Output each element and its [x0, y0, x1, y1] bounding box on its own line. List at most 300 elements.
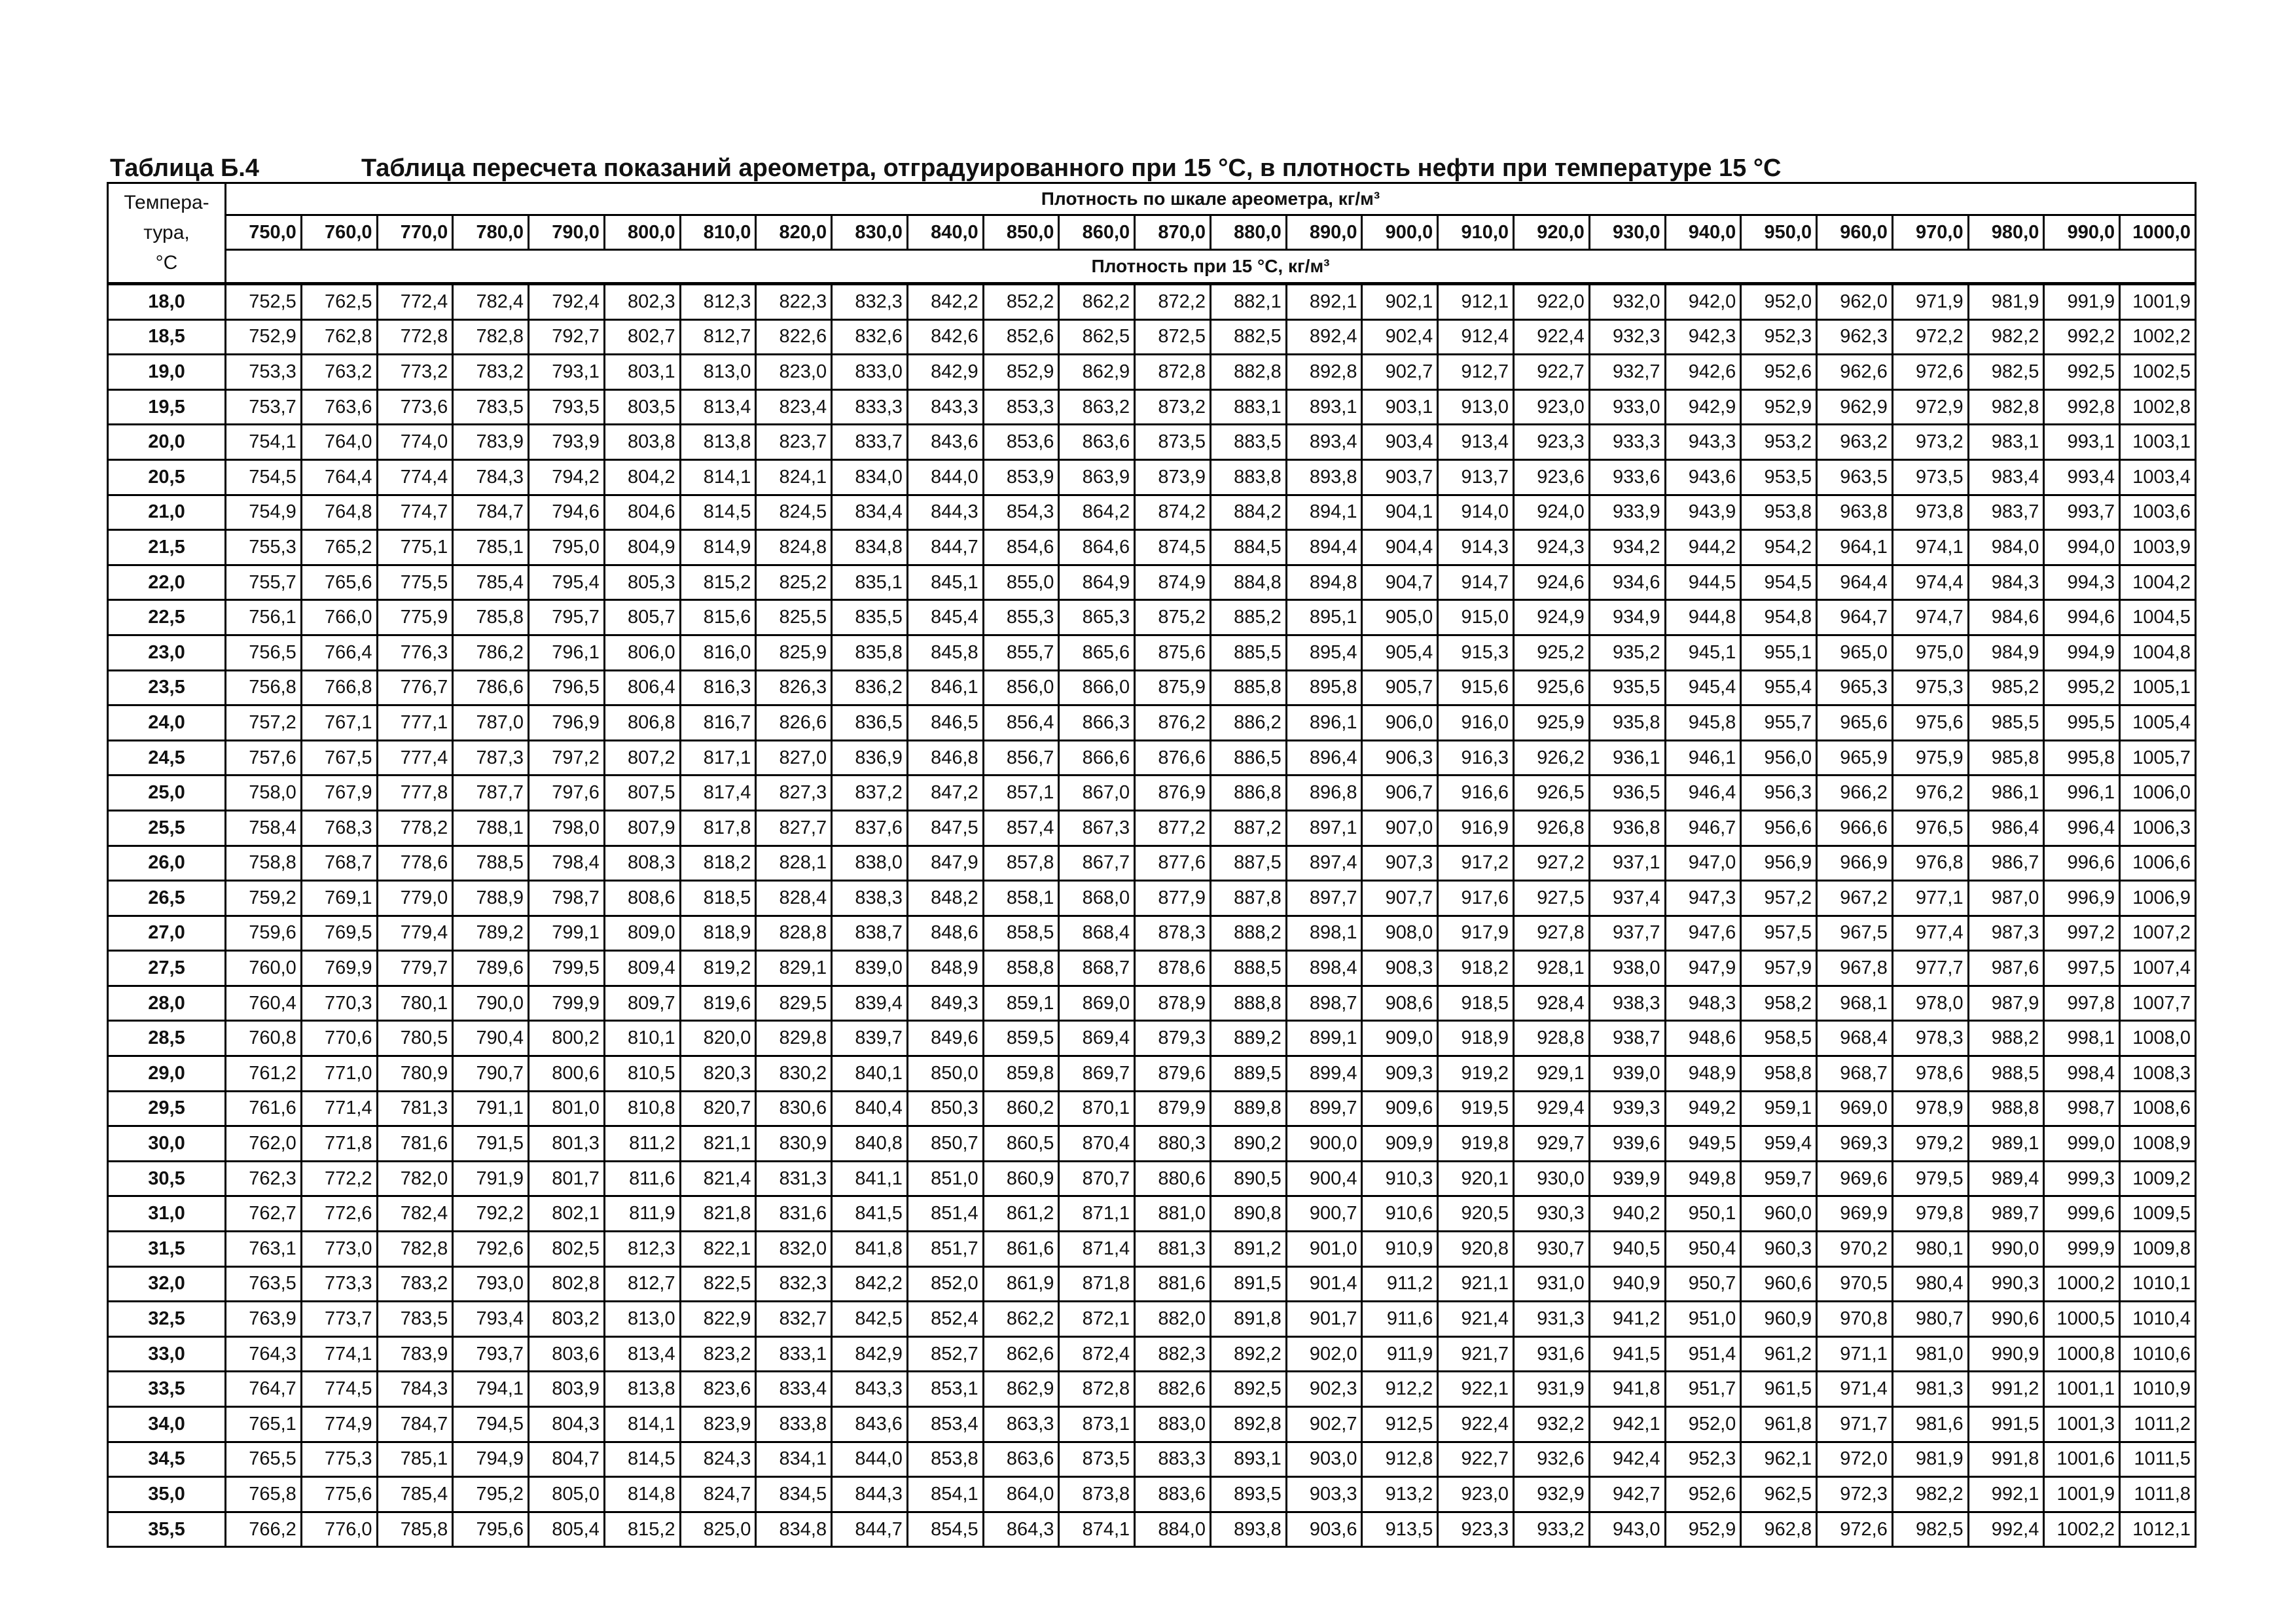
density-cell: 810,1 [604, 1021, 680, 1056]
density-cell: 784,7 [453, 495, 529, 530]
temperature-cell: 32,0 [108, 1266, 226, 1302]
density-cell: 878,6 [1135, 951, 1211, 986]
density-cell: 794,9 [453, 1442, 529, 1477]
density-cell: 917,6 [1438, 881, 1514, 916]
density-cell: 902,7 [1286, 1407, 1362, 1442]
density-cell: 757,2 [226, 705, 302, 741]
density-cell: 901,4 [1286, 1266, 1362, 1302]
density-cell: 824,7 [680, 1477, 756, 1512]
density-cell: 824,5 [756, 495, 832, 530]
temperature-cell: 20,0 [108, 425, 226, 460]
density-cell: 890,2 [1210, 1126, 1286, 1162]
density-cell: 803,9 [529, 1372, 605, 1407]
density-cell: 947,0 [1665, 846, 1741, 881]
density-cell: 953,8 [1741, 495, 1817, 530]
density-cell: 755,7 [226, 565, 302, 600]
density-cell: 927,8 [1514, 916, 1590, 951]
column-header: 860,0 [1059, 215, 1135, 250]
density-cell: 787,0 [453, 705, 529, 741]
density-cell: 879,3 [1135, 1021, 1211, 1056]
temperature-cell: 33,5 [108, 1372, 226, 1407]
density-cell: 765,8 [226, 1477, 302, 1512]
density-cell: 950,7 [1665, 1266, 1741, 1302]
density-cell: 791,5 [453, 1126, 529, 1162]
density-cell: 973,2 [1892, 425, 1968, 460]
density-cell: 940,2 [1589, 1196, 1665, 1232]
column-header: 940,0 [1665, 215, 1741, 250]
density-cell: 862,9 [983, 1372, 1059, 1407]
table-row [108, 1091, 2196, 1126]
density-cell: 776,0 [301, 1512, 377, 1547]
density-cell: 762,7 [226, 1196, 302, 1232]
density-cell: 785,4 [453, 565, 529, 600]
density-cell: 1010,4 [2120, 1302, 2196, 1337]
density-cell: 790,4 [453, 1021, 529, 1056]
density-cell: 835,1 [832, 565, 908, 600]
density-cell: 978,6 [1892, 1056, 1968, 1092]
temperature-cell: 33,0 [108, 1336, 226, 1372]
density-cell: 985,5 [1968, 705, 2044, 741]
density-cell: 926,8 [1514, 810, 1590, 846]
density-cell: 989,1 [1968, 1126, 2044, 1162]
density-cell: 1003,1 [2120, 425, 2196, 460]
density-cell: 876,9 [1135, 776, 1211, 811]
density-cell: 804,9 [604, 530, 680, 565]
density-cell: 925,2 [1514, 635, 1590, 670]
column-header: 790,0 [529, 215, 605, 250]
density-cell: 990,0 [1968, 1232, 2044, 1267]
density-cell: 895,8 [1286, 670, 1362, 705]
density-cell: 971,7 [1817, 1407, 1893, 1442]
density-cell: 785,8 [453, 600, 529, 635]
density-cell: 818,2 [680, 846, 756, 881]
density-cell: 883,1 [1210, 389, 1286, 425]
density-cell: 879,9 [1135, 1091, 1211, 1126]
density-cell: 924,3 [1514, 530, 1590, 565]
density-cell: 771,4 [301, 1091, 377, 1126]
column-header: 920,0 [1514, 215, 1590, 250]
density-cell: 957,5 [1741, 916, 1817, 951]
density-cell: 956,9 [1741, 846, 1817, 881]
density-cell: 964,7 [1817, 600, 1893, 635]
density-cell: 780,9 [377, 1056, 453, 1092]
density-cell: 936,1 [1589, 740, 1665, 776]
density-cell: 1000,8 [2044, 1336, 2120, 1372]
density-cell: 933,2 [1514, 1512, 1590, 1547]
density-cell: 764,0 [301, 425, 377, 460]
density-cell: 782,8 [377, 1232, 453, 1267]
density-cell: 981,6 [1892, 1407, 1968, 1442]
temperature-header-line2: тура, [143, 222, 190, 243]
density-cell: 814,1 [680, 459, 756, 495]
density-cell: 887,5 [1210, 846, 1286, 881]
density-cell: 893,1 [1210, 1442, 1286, 1477]
density-cell: 967,8 [1817, 951, 1893, 986]
density-cell: 813,4 [604, 1336, 680, 1372]
density-cell: 778,6 [377, 846, 453, 881]
density-cell: 994,3 [2044, 565, 2120, 600]
table-row [108, 1477, 2196, 1512]
density-cell: 857,8 [983, 846, 1059, 881]
density-cell: 855,3 [983, 600, 1059, 635]
density-cell: 918,9 [1438, 1021, 1514, 1056]
density-cell: 980,4 [1892, 1266, 1968, 1302]
temperature-cell: 31,0 [108, 1196, 226, 1232]
density-cell: 911,2 [1362, 1266, 1438, 1302]
density-cell: 858,5 [983, 916, 1059, 951]
density-cell: 808,6 [604, 881, 680, 916]
density-cell: 809,4 [604, 951, 680, 986]
density-cell: 846,5 [907, 705, 983, 741]
density-cell: 766,2 [226, 1512, 302, 1547]
table-row [108, 916, 2196, 951]
density-cell: 938,3 [1589, 986, 1665, 1021]
density-cell: 859,5 [983, 1021, 1059, 1056]
density-cell: 892,4 [1286, 319, 1362, 355]
density-cell: 758,0 [226, 776, 302, 811]
density-cell: 852,7 [907, 1336, 983, 1372]
table-row [108, 1126, 2196, 1162]
density-cell: 950,4 [1665, 1232, 1741, 1267]
density-cell: 813,8 [604, 1372, 680, 1407]
density-cell: 760,0 [226, 951, 302, 986]
density-cell: 1011,5 [2120, 1442, 2196, 1477]
density-cell: 802,3 [604, 284, 680, 320]
density-cell: 916,6 [1438, 776, 1514, 811]
density-cell: 876,6 [1135, 740, 1211, 776]
density-cell: 847,2 [907, 776, 983, 811]
temperature-cell: 25,5 [108, 810, 226, 846]
table-row [108, 1302, 2196, 1337]
density-cell: 902,1 [1362, 284, 1438, 320]
density-cell: 783,5 [377, 1302, 453, 1337]
density-cell: 832,0 [756, 1232, 832, 1267]
density-cell: 978,0 [1892, 986, 1968, 1021]
density-cell: 872,1 [1059, 1302, 1135, 1337]
density-cell: 904,4 [1362, 530, 1438, 565]
density-cell: 986,1 [1968, 776, 2044, 811]
density-cell: 844,0 [907, 459, 983, 495]
density-cell: 862,6 [983, 1336, 1059, 1372]
density-cell: 842,2 [832, 1266, 908, 1302]
density-cell: 937,7 [1589, 916, 1665, 951]
density-cell: 823,0 [756, 355, 832, 390]
density-cell: 980,7 [1892, 1302, 1968, 1337]
density-cell: 962,9 [1817, 389, 1893, 425]
density-cell: 992,8 [2044, 389, 2120, 425]
density-cell: 872,4 [1059, 1336, 1135, 1372]
density-cell: 1000,2 [2044, 1266, 2120, 1302]
density-cell: 830,2 [756, 1056, 832, 1092]
density-cell: 937,4 [1589, 881, 1665, 916]
density-cell: 872,8 [1135, 355, 1211, 390]
density-cell: 793,4 [453, 1302, 529, 1337]
density-cell: 797,6 [529, 776, 605, 811]
density-cell: 842,2 [907, 284, 983, 320]
table-row [108, 530, 2196, 565]
density-cell: 861,2 [983, 1196, 1059, 1232]
density-cell: 901,7 [1286, 1302, 1362, 1337]
density-cell: 847,5 [907, 810, 983, 846]
density-cell: 962,6 [1817, 355, 1893, 390]
density-cell: 865,3 [1059, 600, 1135, 635]
density-at-15-header: Плотность при 15 °С, кг/м³ [226, 250, 2196, 284]
density-cell: 834,8 [756, 1512, 832, 1547]
density-cell: 947,3 [1665, 881, 1741, 916]
density-cell: 894,8 [1286, 565, 1362, 600]
density-cell: 984,6 [1968, 600, 2044, 635]
density-cell: 777,4 [377, 740, 453, 776]
density-cell: 981,3 [1892, 1372, 1968, 1407]
density-cell: 920,5 [1438, 1196, 1514, 1232]
density-cell: 802,8 [529, 1266, 605, 1302]
density-cell: 993,1 [2044, 425, 2120, 460]
density-cell: 910,6 [1362, 1196, 1438, 1232]
density-cell: 916,0 [1438, 705, 1514, 741]
density-cell: 815,6 [680, 600, 756, 635]
density-cell: 923,6 [1514, 459, 1590, 495]
density-cell: 993,7 [2044, 495, 2120, 530]
density-cell: 844,7 [832, 1512, 908, 1547]
density-cell: 827,3 [756, 776, 832, 811]
density-cell: 828,1 [756, 846, 832, 881]
density-cell: 926,5 [1514, 776, 1590, 811]
density-cell: 922,7 [1514, 355, 1590, 390]
density-cell: 972,9 [1892, 389, 1968, 425]
density-cell: 841,5 [832, 1196, 908, 1232]
column-header: 990,0 [2044, 215, 2120, 250]
density-cell: 773,7 [301, 1302, 377, 1337]
density-cell: 767,1 [301, 705, 377, 741]
density-cell: 843,6 [907, 425, 983, 460]
density-cell: 815,2 [604, 1512, 680, 1547]
density-cell: 910,3 [1362, 1161, 1438, 1196]
density-cell: 777,8 [377, 776, 453, 811]
density-cell: 900,0 [1286, 1126, 1362, 1162]
density-cell: 885,5 [1210, 635, 1286, 670]
density-cell: 836,5 [832, 705, 908, 741]
density-cell: 958,8 [1741, 1056, 1817, 1092]
density-cell: 955,4 [1741, 670, 1817, 705]
density-cell: 894,1 [1286, 495, 1362, 530]
density-cell: 776,7 [377, 670, 453, 705]
density-cell: 990,3 [1968, 1266, 2044, 1302]
density-cell: 770,6 [301, 1021, 377, 1056]
density-cell: 946,1 [1665, 740, 1741, 776]
density-cell: 903,7 [1362, 459, 1438, 495]
density-cell: 763,1 [226, 1232, 302, 1267]
density-cell: 847,9 [907, 846, 983, 881]
density-cell: 769,9 [301, 951, 377, 986]
density-cell: 1004,2 [2120, 565, 2196, 600]
density-cell: 971,1 [1817, 1336, 1893, 1372]
density-cell: 987,6 [1968, 951, 2044, 986]
density-cell: 978,9 [1892, 1091, 1968, 1126]
temperature-header-line3: °С [155, 252, 178, 274]
density-cell: 944,5 [1665, 565, 1741, 600]
density-cell: 796,1 [529, 635, 605, 670]
table-row [108, 425, 2196, 460]
density-cell: 958,2 [1741, 986, 1817, 1021]
density-cell: 976,2 [1892, 776, 1968, 811]
density-cell: 824,1 [756, 459, 832, 495]
density-cell: 779,0 [377, 881, 453, 916]
density-cell: 809,7 [604, 986, 680, 1021]
density-cell: 800,6 [529, 1056, 605, 1092]
density-cell: 775,1 [377, 530, 453, 565]
density-cell: 897,1 [1286, 810, 1362, 846]
density-cell: 792,6 [453, 1232, 529, 1267]
density-cell: 928,8 [1514, 1021, 1590, 1056]
density-cell: 871,4 [1059, 1232, 1135, 1267]
density-cell: 812,7 [604, 1266, 680, 1302]
density-cell: 851,7 [907, 1232, 983, 1267]
column-header: 810,0 [680, 215, 756, 250]
density-cell: 979,8 [1892, 1196, 1968, 1232]
density-cell: 932,0 [1589, 284, 1665, 320]
density-cell: 794,2 [529, 459, 605, 495]
column-header: 870,0 [1135, 215, 1211, 250]
density-cell: 792,2 [453, 1196, 529, 1232]
density-cell: 975,6 [1892, 705, 1968, 741]
density-cell: 903,6 [1286, 1512, 1362, 1547]
density-cell: 783,2 [453, 355, 529, 390]
density-cell: 834,4 [832, 495, 908, 530]
density-cell: 933,3 [1589, 425, 1665, 460]
density-cell: 761,2 [226, 1056, 302, 1092]
density-cell: 824,8 [756, 530, 832, 565]
temperature-cell: 21,5 [108, 530, 226, 565]
density-cell: 906,0 [1362, 705, 1438, 741]
table-row [108, 389, 2196, 425]
density-cell: 907,0 [1362, 810, 1438, 846]
density-cell: 844,0 [832, 1442, 908, 1477]
density-cell: 1008,9 [2120, 1126, 2196, 1162]
density-cell: 951,7 [1665, 1372, 1741, 1407]
density-cell: 933,0 [1589, 389, 1665, 425]
density-cell: 758,4 [226, 810, 302, 846]
density-cell: 866,0 [1059, 670, 1135, 705]
density-cell: 762,8 [301, 319, 377, 355]
density-cell: 817,8 [680, 810, 756, 846]
density-cell: 760,8 [226, 1021, 302, 1056]
density-cell: 942,0 [1665, 284, 1741, 320]
density-cell: 1005,4 [2120, 705, 2196, 741]
density-cell: 833,0 [832, 355, 908, 390]
density-cell: 842,5 [832, 1302, 908, 1337]
density-cell: 849,6 [907, 1021, 983, 1056]
density-cell: 949,8 [1665, 1161, 1741, 1196]
density-cell: 887,2 [1210, 810, 1286, 846]
density-cell: 967,2 [1817, 881, 1893, 916]
table-row [108, 1266, 2196, 1302]
density-cell: 862,9 [1059, 355, 1135, 390]
table-row [108, 355, 2196, 390]
density-cell: 981,0 [1892, 1336, 1968, 1372]
density-cell: 807,5 [604, 776, 680, 811]
density-cell: 996,9 [2044, 881, 2120, 916]
density-cell: 837,2 [832, 776, 908, 811]
density-cell: 988,8 [1968, 1091, 2044, 1126]
table-row [108, 670, 2196, 705]
density-cell: 1000,5 [2044, 1302, 2120, 1337]
density-cell: 781,6 [377, 1126, 453, 1162]
temperature-cell: 19,0 [108, 355, 226, 390]
density-cell: 899,1 [1286, 1021, 1362, 1056]
density-cell: 911,6 [1362, 1302, 1438, 1337]
density-cell: 793,7 [453, 1336, 529, 1372]
density-cell: 929,4 [1514, 1091, 1590, 1126]
density-cell: 929,1 [1514, 1056, 1590, 1092]
density-cell: 902,3 [1286, 1372, 1362, 1407]
density-cell: 943,6 [1665, 459, 1741, 495]
density-cell: 870,1 [1059, 1091, 1135, 1126]
density-cell: 816,7 [680, 705, 756, 741]
temperature-cell: 23,0 [108, 635, 226, 670]
density-cell: 970,8 [1817, 1302, 1893, 1337]
temperature-cell: 35,5 [108, 1512, 226, 1547]
density-cell: 789,6 [453, 951, 529, 986]
density-cell: 753,7 [226, 389, 302, 425]
density-cell: 874,5 [1135, 530, 1211, 565]
density-cell: 821,8 [680, 1196, 756, 1232]
density-cell: 1006,3 [2120, 810, 2196, 846]
density-cell: 969,6 [1817, 1161, 1893, 1196]
density-cell: 892,8 [1210, 1407, 1286, 1442]
column-header: 890,0 [1286, 215, 1362, 250]
density-cell: 909,3 [1362, 1056, 1438, 1092]
density-cell: 970,5 [1817, 1266, 1893, 1302]
density-cell: 763,6 [301, 389, 377, 425]
density-cell: 915,6 [1438, 670, 1514, 705]
density-cell: 997,8 [2044, 986, 2120, 1021]
density-cell: 753,3 [226, 355, 302, 390]
density-cell: 773,6 [377, 389, 453, 425]
density-cell: 870,7 [1059, 1161, 1135, 1196]
density-cell: 991,5 [1968, 1407, 2044, 1442]
density-cell: 941,5 [1589, 1336, 1665, 1372]
density-cell: 886,2 [1210, 705, 1286, 741]
table-row [108, 1512, 2196, 1547]
density-cell: 795,2 [453, 1477, 529, 1512]
density-cell: 786,6 [453, 670, 529, 705]
density-cell: 983,1 [1968, 425, 2044, 460]
density-cell: 884,2 [1210, 495, 1286, 530]
density-cell: 1007,7 [2120, 986, 2196, 1021]
density-cell: 799,9 [529, 986, 605, 1021]
density-cell: 788,9 [453, 881, 529, 916]
density-cell: 999,9 [2044, 1232, 2120, 1267]
density-cell: 783,5 [453, 389, 529, 425]
density-cell: 799,1 [529, 916, 605, 951]
density-cell: 863,9 [1059, 459, 1135, 495]
density-cell: 873,9 [1135, 459, 1211, 495]
density-cell: 943,3 [1665, 425, 1741, 460]
density-cell: 962,3 [1817, 319, 1893, 355]
density-cell: 895,1 [1286, 600, 1362, 635]
density-cell: 913,0 [1438, 389, 1514, 425]
density-cell: 866,3 [1059, 705, 1135, 741]
column-header: 880,0 [1210, 215, 1286, 250]
density-cell: 878,3 [1135, 916, 1211, 951]
density-cell: 813,8 [680, 425, 756, 460]
density-cell: 936,5 [1589, 776, 1665, 811]
density-cell: 834,1 [756, 1442, 832, 1477]
density-cell: 955,1 [1741, 635, 1817, 670]
density-cell: 931,6 [1514, 1336, 1590, 1372]
density-cell: 762,3 [226, 1161, 302, 1196]
column-header: 770,0 [377, 215, 453, 250]
